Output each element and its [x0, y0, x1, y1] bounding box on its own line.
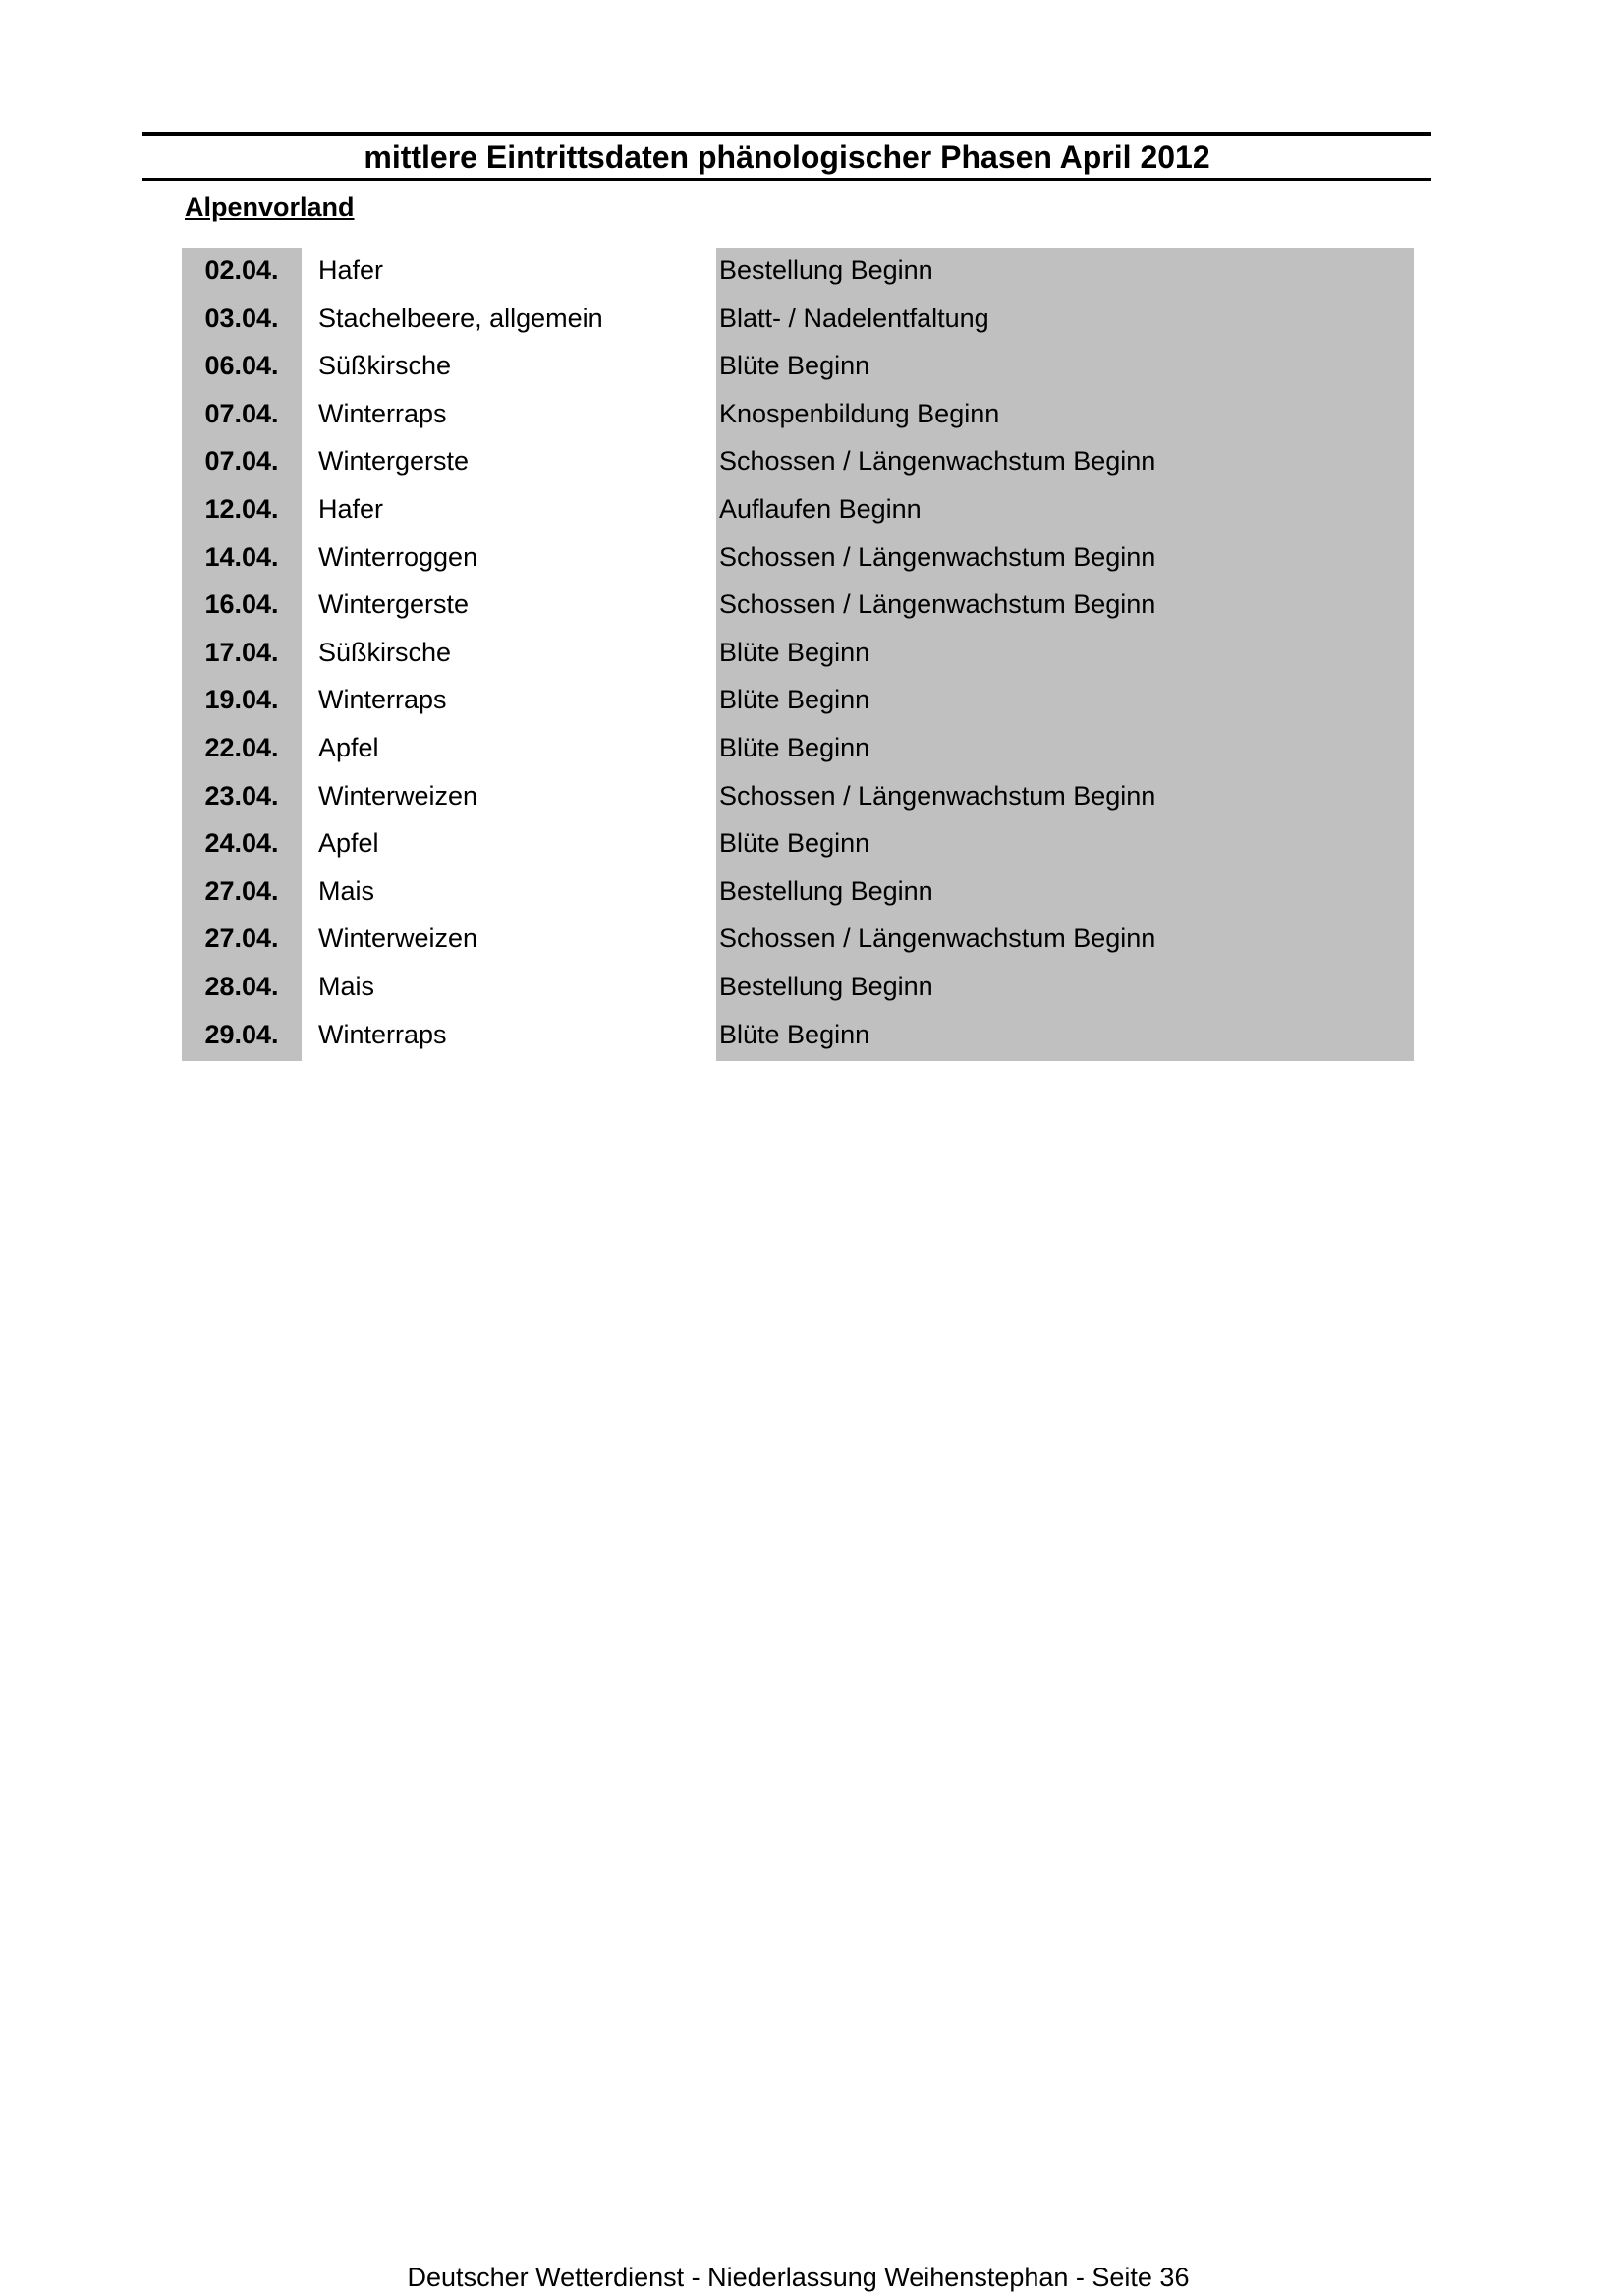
row-date: 07.04.	[204, 398, 279, 428]
page-footer	[0, 2263, 1624, 2292]
row-phase: Knospenbildung Beginn	[719, 398, 1000, 428]
row-date: 28.04.	[204, 971, 279, 1001]
row-plant: Mais	[318, 971, 375, 1001]
row-date: 17.04.	[204, 637, 279, 667]
row-phase: Bestellung Beginn	[719, 875, 933, 906]
row-plant: Winterroggen	[318, 541, 478, 572]
row-phase: Blüte Beginn	[719, 637, 870, 667]
row-plant: Winterweizen	[318, 780, 478, 811]
row-date: 06.04.	[204, 351, 279, 381]
row-phase: Schossen / Längenwachstum Beginn	[719, 589, 1156, 620]
table-row	[182, 924, 1414, 972]
table-row	[182, 399, 1414, 447]
row-plant: Winterraps	[318, 398, 447, 428]
row-plant: Süßkirsche	[318, 637, 452, 667]
row-plant: Apfel	[318, 828, 379, 859]
row-date: 27.04.	[204, 924, 279, 954]
table-row	[182, 733, 1414, 781]
row-date: 16.04.	[204, 589, 279, 620]
row-plant: Hafer	[318, 493, 384, 524]
row-date: 22.04.	[204, 732, 279, 762]
row-phase: Blatt- / Nadelentfaltung	[719, 303, 989, 333]
table-row	[182, 781, 1414, 829]
footer-text: Deutscher Wetterdienst - Niederlassung Weihenstephan - Seite 36	[407, 2263, 1190, 2292]
row-date: 29.04.	[204, 1019, 279, 1049]
row-date: 24.04.	[204, 828, 279, 859]
row-plant: Apfel	[318, 732, 379, 762]
row-phase: Auflaufen Beginn	[719, 493, 922, 524]
row-plant: Hafer	[318, 255, 384, 285]
row-date: 19.04.	[204, 685, 279, 715]
table-row	[182, 351, 1414, 399]
table-row	[182, 972, 1414, 1020]
row-date: 12.04.	[204, 493, 279, 524]
table-row	[182, 876, 1414, 924]
row-phase: Schossen / Längenwachstum Beginn	[719, 924, 1156, 954]
row-phase: Schossen / Längenwachstum Beginn	[719, 446, 1156, 476]
row-date: 23.04.	[204, 780, 279, 811]
table-row	[182, 638, 1414, 686]
row-phase: Bestellung Beginn	[719, 255, 933, 285]
row-date: 07.04.	[204, 446, 279, 476]
table-row	[182, 685, 1414, 733]
row-phase: Blüte Beginn	[719, 732, 870, 762]
table-row	[182, 494, 1414, 542]
row-phase: Schossen / Längenwachstum Beginn	[719, 780, 1156, 811]
table-body	[182, 255, 1414, 1067]
row-date: 02.04.	[204, 255, 279, 285]
row-plant: Stachelbeere, allgemein	[318, 303, 603, 333]
row-plant: Wintergerste	[318, 446, 470, 476]
row-date: 14.04.	[204, 541, 279, 572]
table-row	[182, 828, 1414, 876]
table-row	[182, 255, 1414, 304]
table-row	[182, 304, 1414, 352]
row-phase: Blüte Beginn	[719, 685, 870, 715]
row-date: 03.04.	[204, 303, 279, 333]
row-phase: Blüte Beginn	[719, 351, 870, 381]
section-title: Alpenvorland	[185, 193, 355, 222]
row-date: 27.04.	[204, 875, 279, 906]
row-phase: Blüte Beginn	[719, 1019, 870, 1049]
table-row	[182, 1020, 1414, 1068]
row-plant: Winterraps	[318, 1019, 447, 1049]
row-plant: Wintergerste	[318, 589, 470, 620]
page-header	[142, 132, 1431, 181]
row-phase: Schossen / Längenwachstum Beginn	[719, 541, 1156, 572]
row-plant: Winterraps	[318, 685, 447, 715]
page-title: mittlere Eintrittsdaten phänologischer Phasen April 2012	[364, 139, 1210, 175]
row-plant: Süßkirsche	[318, 351, 452, 381]
row-phase: Blüte Beginn	[719, 828, 870, 859]
table-row	[182, 542, 1414, 590]
table-row	[182, 446, 1414, 494]
row-plant: Winterweizen	[318, 924, 478, 954]
row-plant: Mais	[318, 875, 375, 906]
table-row	[182, 589, 1414, 638]
row-phase: Bestellung Beginn	[719, 971, 933, 1001]
